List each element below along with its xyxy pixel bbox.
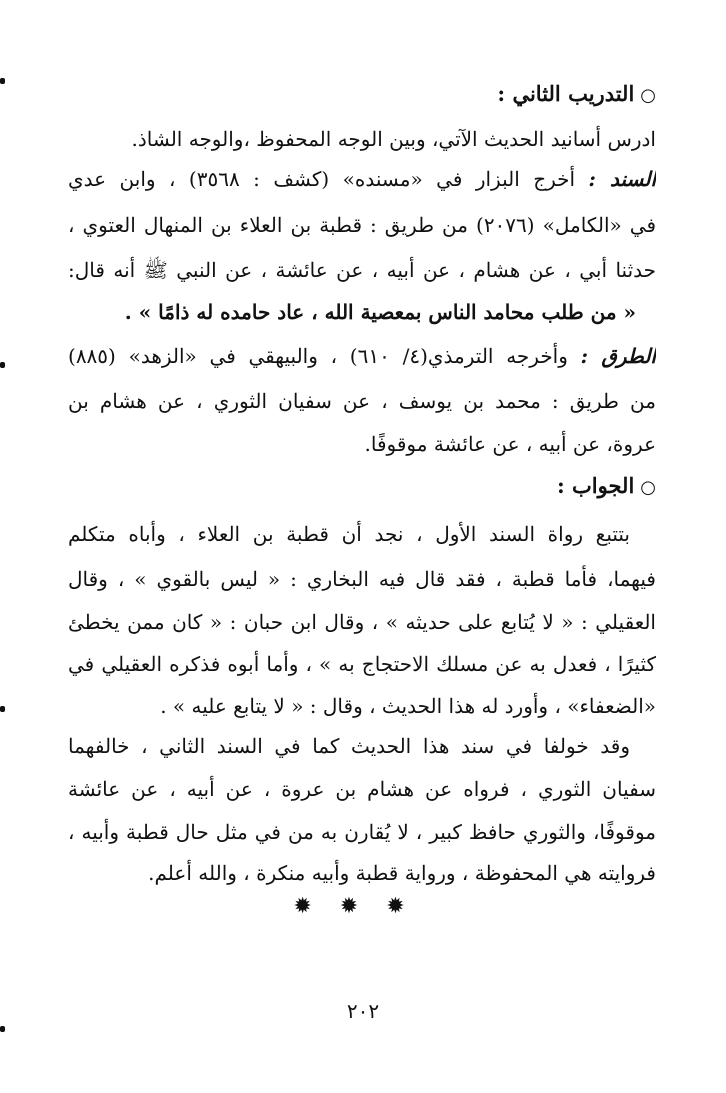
turuq-label: الطرق : [580,344,656,368]
answer-heading [68,470,656,504]
section-separator-stars: ✹✹✹ [293,894,433,919]
answer-heading-text: الجواب : [556,473,635,498]
answer-line: سفيان الثوري ، فرواه عن هشام بن عروة ، عن أبيه ، عن عائشة [68,777,656,801]
hadith-text: « من طلب محامد الناس بمعصية الله ، عاد حامده له ذامًا » . [124,300,636,324]
scan-edge-mark [0,362,5,368]
turuq-text-1: وأخرجه الترمذي(٤/ ٦١٠) ، والبيهقي في «الزهد» (٨٨٥) [68,344,568,368]
scan-edge-mark [0,78,5,84]
section-heading-text: التدريب الثاني : [497,81,635,106]
answer-line: «الضعفاء» ، وأورد له هذا الحديث ، وقال : « لا يتابع عليه » . [160,694,656,718]
page-number: ٢٠٢ [346,999,380,1023]
scan-edge-mark [0,706,5,712]
answer-line: كثيرًا ، فعدل به عن مسلك الاحتجاج به » ، وأما أبوه فذكره العقيلي في [68,652,656,676]
answer-line: فيهما، فأما قطبة ، فقد قال فيه البخاري : « ليس بالقوي » ، وقال [68,567,656,591]
sanad-line-1 [68,163,656,195]
answer-line: وقد خولفا في سند هذا الحديث كما في السند الثاني ، خالفهما [68,734,630,758]
turuq-line-1 [68,340,656,372]
intro-line: ادرس أسانيد الحديث الآتي، وبين الوجه المحفوظ ،والوجه الشاذ. [131,127,656,151]
section-heading [68,78,656,112]
answer-line: العقيلي : « لا يُتابع على حديثه » ، وقال ابن حبان : « كان ممن يخطئ [68,610,656,634]
sanad-text-1: أخرج البزار في «مسنده» (كشف : ٣٥٦٨) ، وابن عدي [68,167,576,191]
turuq-line-2: من طريق : محمد بن يوسف ، عن سفيان الثوري ، عن هشام بن [68,389,656,413]
sanad-line-2: في «الكامل» (٢٠٧٦) من طريق : قطبة بن العلاء بن المنهال العتوي ، [68,213,656,237]
ring-bullet-icon: ○ [640,85,656,106]
sanad-line-3: حدثنا أبي ، عن هشام ، عن أبيه ، عن عائشة ، عن النبي ﷺ أنه قال: [68,258,656,282]
scan-edge-mark [0,1026,5,1032]
ring-bullet-icon: ○ [640,477,656,498]
answer-line: فروايته هي المحفوظة ، ورواية قطبة وأبيه منكرة ، والله أعلم. [148,861,656,885]
turuq-line-3: عروة، عن أبيه ، عن عائشة موقوفًا. [364,432,656,456]
sanad-label: السند : [588,167,656,191]
answer-line: بتتبع رواة السند الأول ، نجد أن قطبة بن العلاء ، وأباه متكلم [68,522,630,546]
answer-line: موقوفًا، والثوري حافظ كبير ، لا يُقارن به من في مثل حال قطبة وأبيه ، [68,820,656,844]
